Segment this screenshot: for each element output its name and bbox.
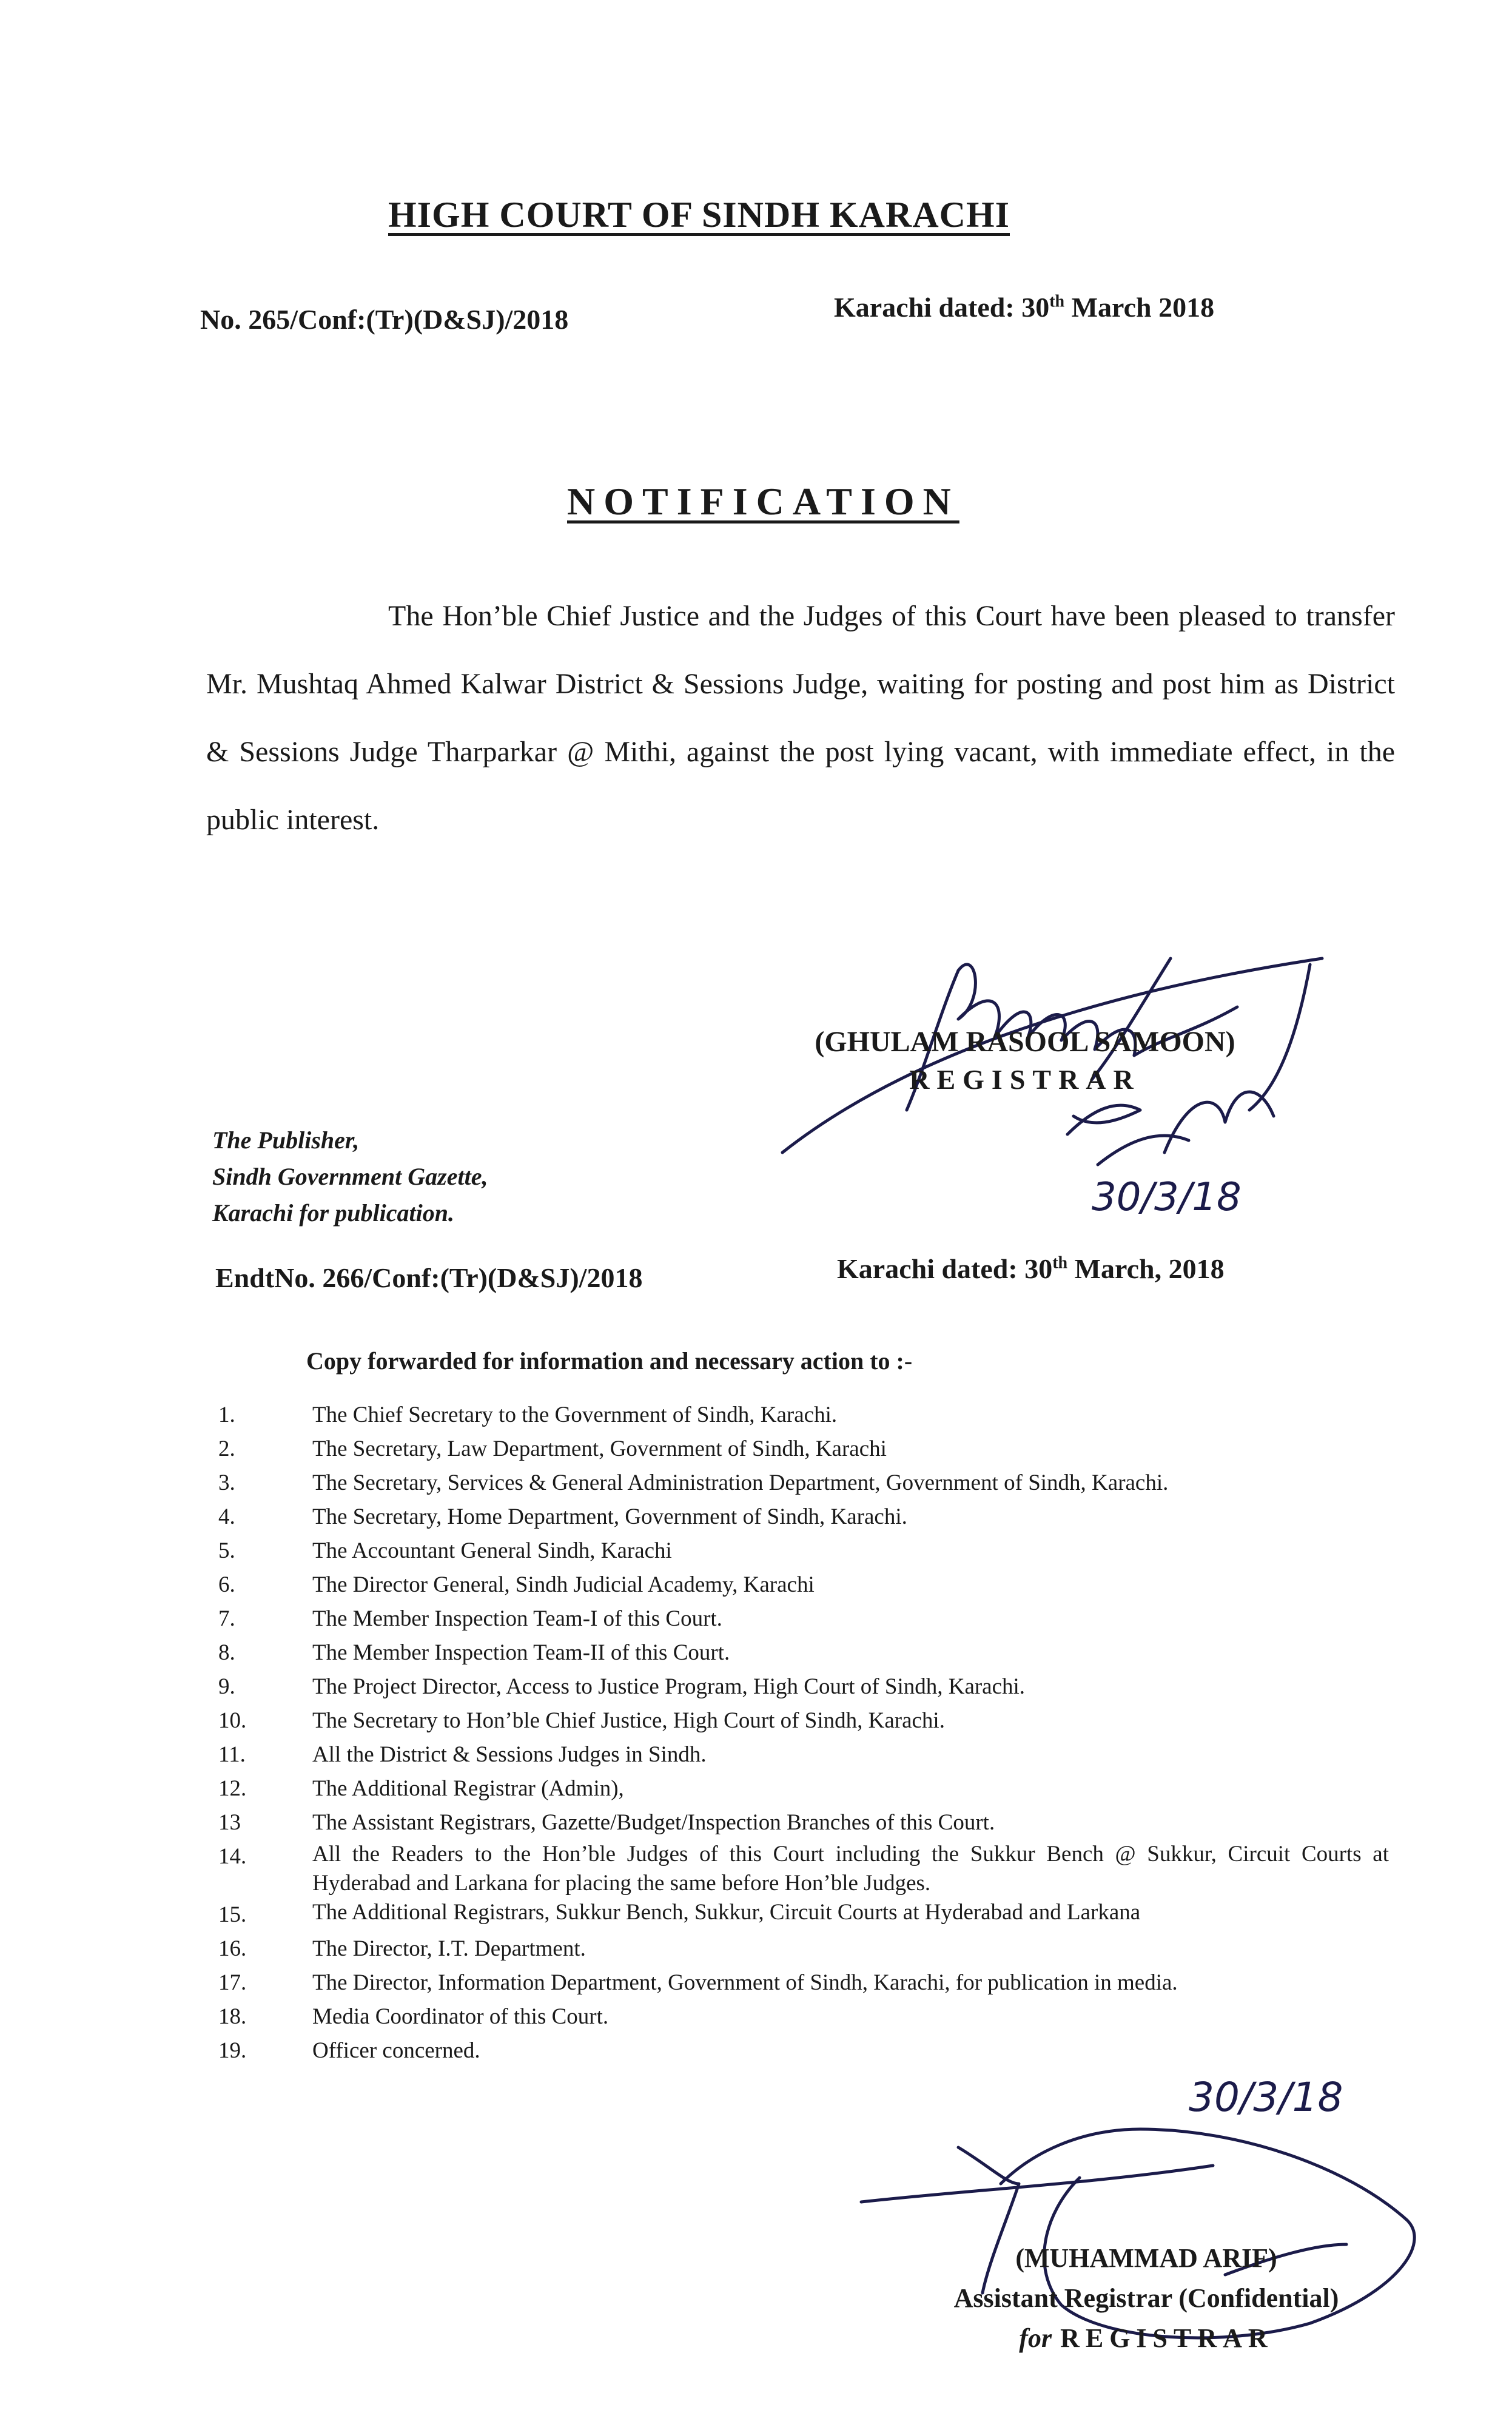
list-item: 6. The Director General, Sindh Judicial Academy, Karachi <box>218 1572 815 1597</box>
registrar-name: (GHULAM RASOOL SAMOON) <box>815 1026 1235 1058</box>
list-item: 18. Media Coordinator of this Court. <box>218 2004 609 2029</box>
notification-body: The Hon’ble Chief Justice and the Judges of this Court have been pleased to transfer Mr. Mushtaq Ahmed Kalwar District & Sessions Judge, waiting for posting and post him as District & Sessions Judge Tharparkar @ Mithi, against the post lying vacant, with immediate effect, in the public interest. <box>206 600 1395 836</box>
publisher-address <box>212 1122 488 1231</box>
list-item: 3. The Secretary, Services & General Administration Department, Government of Sindh, Karachi. <box>218 1470 1169 1495</box>
list-item: 2. The Secretary, Law Department, Government of Sindh, Karachi <box>218 1436 887 1461</box>
list-item: 13 The Assistant Registrars, Gazette/Budget/Inspection Branches of this Court. <box>218 1810 995 1835</box>
list-item: 17. The Director, Information Department, Government of Sindh, Karachi, for publication in media. <box>218 1970 1178 1995</box>
list-item: 10. The Secretary to Hon’ble Chief Justice, High Court of Sindh, Karachi. <box>218 1708 945 1733</box>
court-title: HIGH COURT OF SINDH KARACHI <box>388 195 1010 235</box>
assistant-registrar-title: Assistant Registrar (Confidential) <box>953 2283 1339 2313</box>
list-item: 4. The Secretary, Home Department, Government of Sindh, Karachi. <box>218 1504 907 1529</box>
list-item: 9. The Project Director, Access to Justice Program, High Court of Sindh, Karachi. <box>218 1674 1026 1699</box>
registrar-signature-date: 30/3/18 <box>1092 1175 1242 1220</box>
for-registrar-line: for REGISTRAR <box>1019 2323 1274 2353</box>
distribution-list <box>218 1398 1389 2068</box>
notification-heading: NOTIFICATION <box>567 480 959 523</box>
reference-number: No. 265/Conf:(Tr)(D&SJ)/2018 <box>200 304 569 335</box>
assistant-registrar-name: (MUHAMMAD ARIF) <box>1015 2243 1277 2273</box>
endorsement-date: Karachi dated: 30th March, 2018 <box>837 1253 1225 1284</box>
list-item: 19. Officer concerned. <box>218 2038 480 2063</box>
list-item: 5. The Accountant General Sindh, Karachi <box>218 1538 672 1563</box>
list-item: 14. All the Readers to the Hon’ble Judges of this Court including the Sukkur Bench @ Sukkur, Circuit Courts at Hyderabad and Larkana for placing the same before Hon’ble Judges. <box>218 1842 1389 1896</box>
assistant-registrar-signature-date: 30/3/18 <box>1189 2074 1343 2121</box>
publisher-line: The Publisher, <box>212 1126 360 1154</box>
copy-forwarded-heading: Copy forwarded for information and necessary action to :- <box>306 1347 913 1375</box>
list-item: 11. All the District & Sessions Judges in Sindh. <box>218 1742 707 1767</box>
publisher-line: Sindh Government Gazette, <box>212 1163 488 1190</box>
list-item: 12. The Additional Registrar (Admin), <box>218 1776 624 1801</box>
list-item: 7. The Member Inspection Team-I of this Court. <box>218 1606 722 1631</box>
endorsement-number: EndtNo. 266/Conf:(Tr)(D&SJ)/2018 <box>215 1262 643 1293</box>
list-item: 15. The Additional Registrars, Sukkur Bench, Sukkur, Circuit Courts at Hyderabad and Larkana <box>218 1900 1141 1927</box>
publisher-line: Karachi for publication. <box>212 1199 454 1227</box>
reference-date: Karachi dated: 30th March 2018 <box>834 292 1215 323</box>
list-item: 1. The Chief Secretary to the Government of Sindh, Karachi. <box>218 1402 838 1427</box>
registrar-block <box>752 1025 1298 1096</box>
registrar-title: REGISTRAR <box>909 1064 1141 1095</box>
list-item: 8. The Member Inspection Team-II of this Court. <box>218 1640 730 1665</box>
assistant-registrar-block <box>885 2238 1407 2358</box>
list-item: 16. The Director, I.T. Department. <box>218 1936 586 1961</box>
